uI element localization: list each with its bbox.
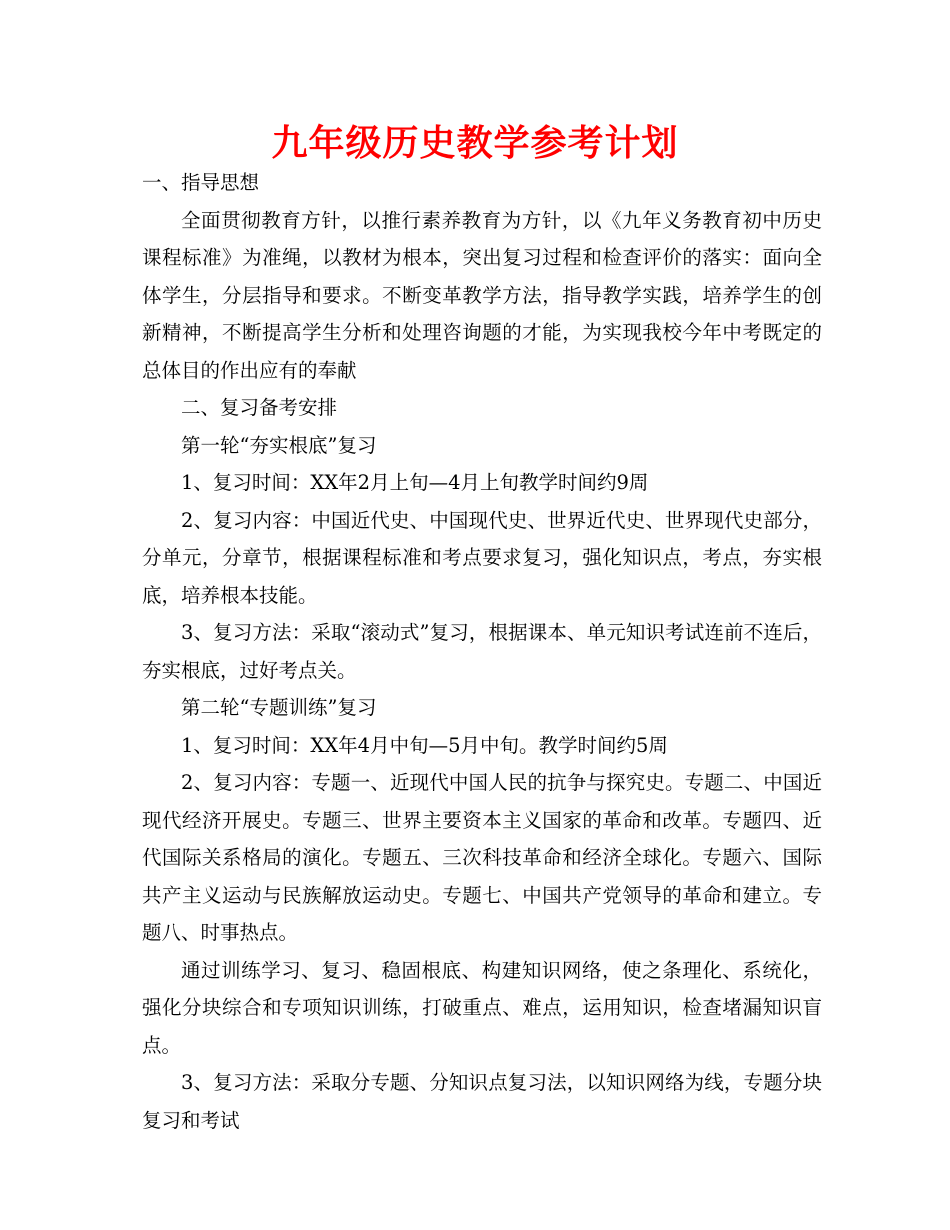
paragraph-round-one-time: 1、复习时间：XX年2月上旬—4月上旬教学时间约9周 xyxy=(181,471,649,494)
subheading-round-two: 第二轮“专题训练”复习 xyxy=(181,696,377,719)
subheading-round-one: 第一轮“夯实根底”复习 xyxy=(181,433,377,457)
paragraph-round-one-method: 3、复习方法：采取“滚动式”复习，根据课本、单元知识考试连前不连后，夯实根底，过好考点关。 xyxy=(142,621,822,682)
paragraph-round-one-content: 2、复习内容：中国近代史、中国现代史、世界近代史、世界现代史部分，分单元，分章节，根据课程标准和考点要求复习，强化知识点，考点，夯实根底，培养根本技能。 xyxy=(142,508,822,607)
paragraph-round-two-time: 1、复习时间：XX年4月中旬—5月中旬。教学时间约5周 xyxy=(181,733,668,757)
page-title: 九年级历史教学参考计划 xyxy=(271,123,679,164)
document-body xyxy=(142,164,822,1139)
section-heading-guiding-ideology: 一、指导思想 xyxy=(142,171,260,194)
paragraph-round-two-method: 3、复习方法：采取分专题、分知识点复习法，以知识网络为线，专题分块复习和考试 xyxy=(142,1071,822,1132)
paragraph-guiding-ideology: 全面贯彻教育方针，以推行素养教育为方针，以《九年义务教育初中历史课程标准》为准绳，以教材为根本，突出复习过程和检查评价的落实：面向全体学生，分层指导和要求。不断变革教学方法，指导教学实践，培养学生的创新精神，不断提高学生分析和处理咨询题的才能，为实现我校今年中考既定的总体目的作出应有的奉献 xyxy=(142,208,822,382)
paragraph-round-two-training: 通过训练学习、复习、稳固根底、构建知识网络，使之条理化、系统化，强化分块综合和专项知识训练，打破重点、难点，运用知识，检查堵漏知识盲点。 xyxy=(142,958,822,1057)
paragraph-round-two-content: 2、复习内容：专题一、近现代中国人民的抗争与探究史。专题二、中国近现代经济开展史。专题三、世界主要资本主义国家的革命和改革。专题四、近代国际关系格局的演化。专题五、三次科技革命和经济全球化。专题六、国际共产主义运动与民族解放运动史。专题七、中国共产党领导的革命和建立。专题八、时事热点。 xyxy=(142,771,822,944)
section-heading-review-plan: 二、复习备考安排 xyxy=(181,396,338,419)
